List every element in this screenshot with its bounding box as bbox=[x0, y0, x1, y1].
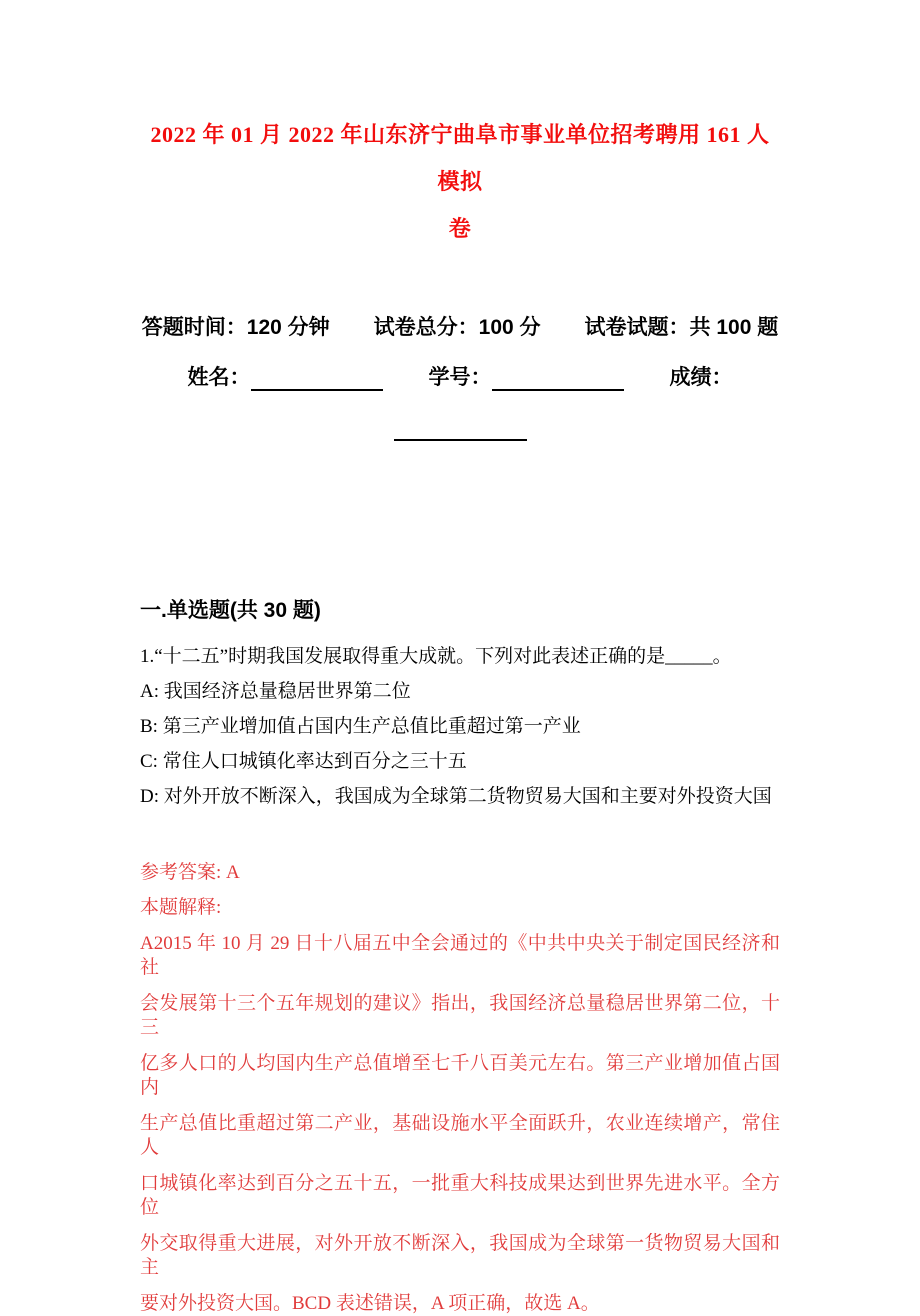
explanation-line-4: 生产总值比重超过第二产业，基础设施水平全面跃升，农业连续增产，常住人 bbox=[140, 1113, 780, 1158]
explanation-line-7: 要对外投资大国。BCD 表述错误，A 项正确，故选 A。 bbox=[140, 1293, 600, 1314]
explanation-line-2: 会发展第十三个五年规划的建议》指出，我国经济总量稳居世界第二位，十三 bbox=[140, 993, 780, 1038]
student-id-field bbox=[429, 365, 624, 391]
explanation-line-6: 外交取得重大进展，对外开放不断深入，我国成为全球第一货物贸易大国和主 bbox=[140, 1233, 780, 1278]
page-title-line-1: 2022 年 01 月 2022 年山东济宁曲阜市事业单位招考聘用 161 人模拟 bbox=[150, 122, 770, 194]
name-label: 姓名： bbox=[187, 366, 251, 389]
exam-meta-row bbox=[140, 316, 780, 340]
exam-duration: 答题时间：120 分钟 bbox=[141, 316, 330, 339]
name-blank-line bbox=[251, 369, 383, 391]
student-fields-row bbox=[140, 365, 780, 391]
question-1-text: 1.“十二五”时期我国发展取得重大成就。下列对此表述正确的是_____。 bbox=[140, 646, 732, 667]
explanation-label: 本题解释: bbox=[140, 897, 222, 918]
explanation-line-5: 口城镇化率达到百分之五十五，一批重大科技成果达到世界先进水平。全方位 bbox=[140, 1173, 780, 1218]
page-title bbox=[140, 111, 780, 252]
exam-question-count: 试卷试题：共 100 题 bbox=[584, 316, 779, 339]
explanation-line-1: A2015 年 10 月 29 日十八届五中全会通过的《中共中央关于制定国民经济和社 bbox=[140, 933, 780, 978]
score-blank-row bbox=[140, 419, 780, 443]
score-label: 成绩： bbox=[669, 366, 733, 389]
question-1-option-a: A: 我国经济总量稳居世界第二位 bbox=[140, 681, 411, 702]
question-1-option-d: D: 对外开放不断深入，我国成为全球第二货物贸易大国和主要对外投资大国 bbox=[140, 786, 772, 807]
student-id-label: 学号： bbox=[428, 366, 492, 389]
score-field bbox=[670, 365, 733, 391]
name-field bbox=[188, 365, 383, 391]
student-id-blank-line bbox=[492, 369, 624, 391]
exam-total-score: 试卷总分：100 分 bbox=[373, 316, 541, 339]
reference-answer: 参考答案: A bbox=[140, 862, 240, 883]
explanation-line-3: 亿多人口的人均国内生产总值增至七千八百美元左右。第三产业增加值占国内 bbox=[140, 1053, 780, 1098]
question-1-option-b: B: 第三产业增加值占国内生产总值比重超过第一产业 bbox=[140, 716, 581, 737]
question-1-option-c: C: 常住人口城镇化率达到百分之三十五 bbox=[140, 751, 467, 772]
score-blank-line bbox=[394, 419, 527, 441]
section-heading: 一.单选题(共 30 题) bbox=[140, 599, 321, 622]
page-title-line-2: 卷 bbox=[448, 216, 472, 241]
